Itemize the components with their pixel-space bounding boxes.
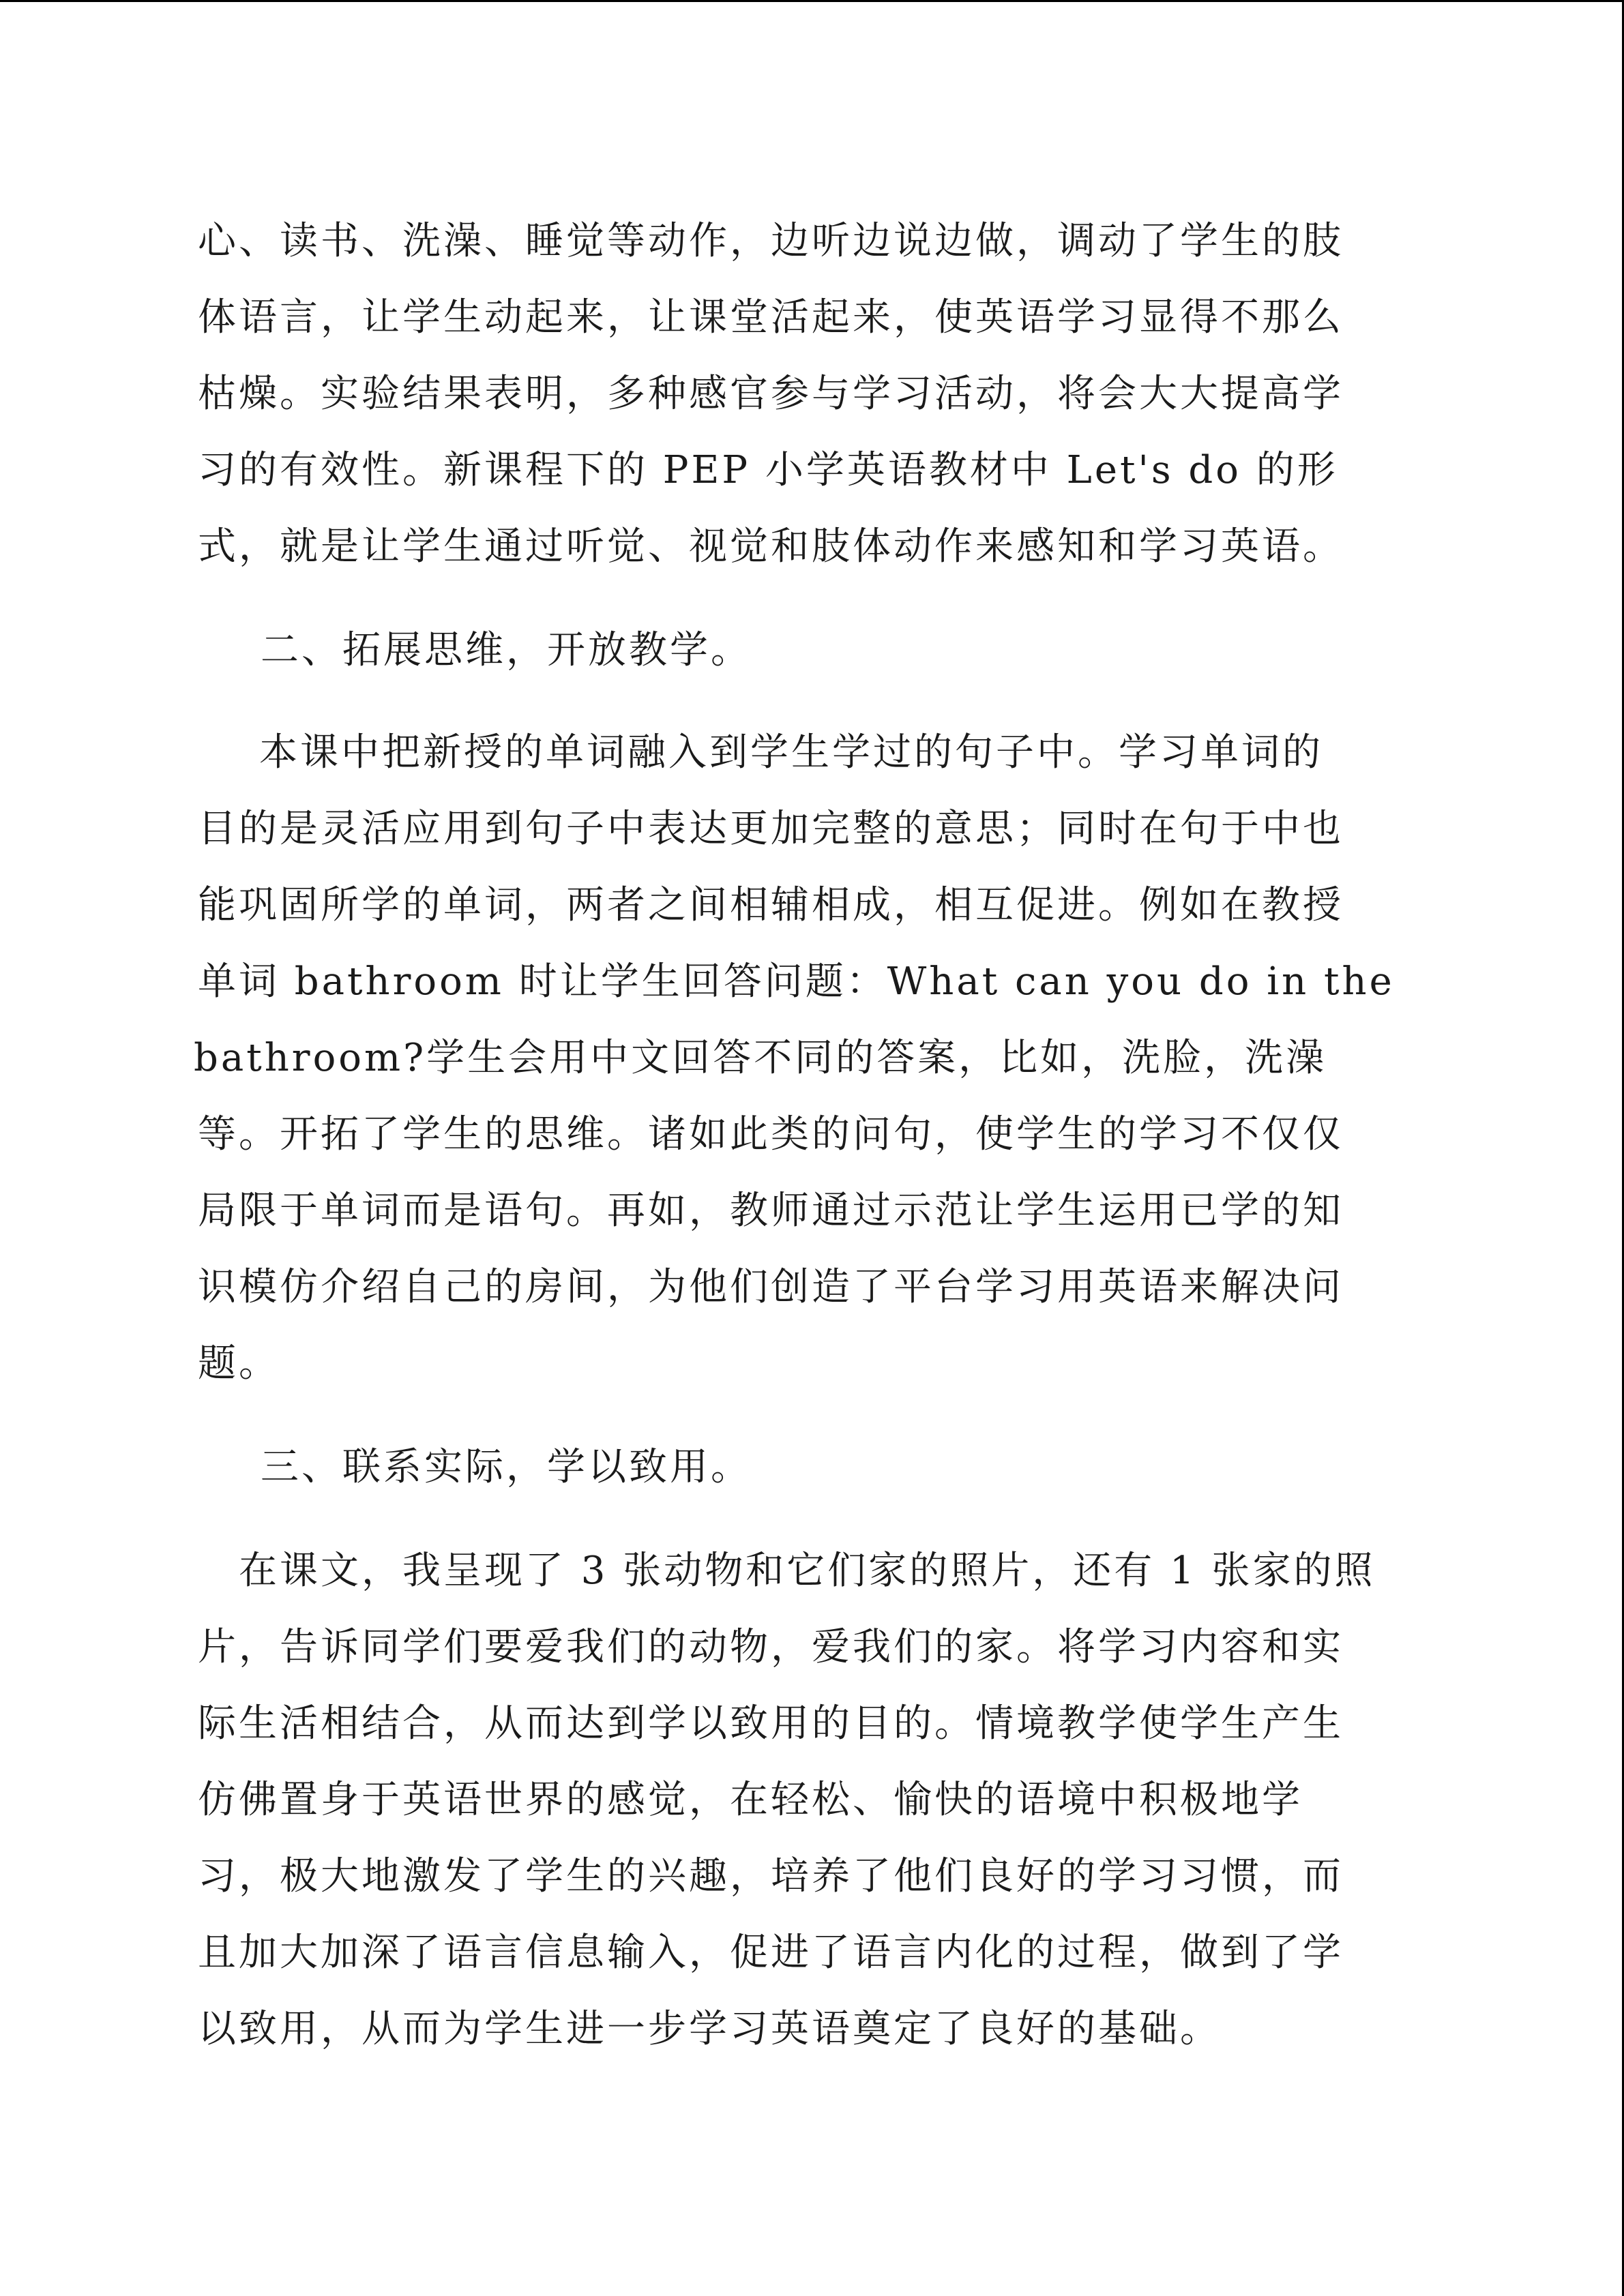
text-line: 心、读书、洗澡、睡觉等动作，边听边说边做，调动了学生的肢 [198, 219, 1344, 263]
text-line: 在课文，我呈现了 3 张动物和它们家的照片，还有 1 张家的照 [239, 1549, 1376, 1593]
text-line: 题。 [198, 1341, 280, 1386]
section-heading-2: 二、拓展思维，开放教学。 [261, 628, 752, 672]
text-line: 且加大加深了语言信息输入，促进了语言内化的过程，做到了学 [198, 1930, 1344, 1975]
text-line: 目的是灵活应用到句子中表达更加完整的意思；同时在句于中也 [198, 807, 1344, 851]
text-line: 识模仿介绍自己的房间，为他们创造了平台学习用英语来解决问 [198, 1265, 1344, 1309]
text-line: 等。开拓了学生的思维。诸如此类的问句，使学生的学习不仅仅 [198, 1112, 1344, 1157]
text-line: 枯燥。实验结果表明，多种感官参与学习活动，将会大大提高学 [198, 372, 1344, 416]
text-line: 能巩固所学的单词，两者之间相辅相成，相互促进。例如在教授 [198, 883, 1344, 927]
text-line: 局限于单词而是语句。再如，教师通过示范让学生运用已学的知 [198, 1189, 1344, 1233]
text-line: 习的有效性。新课程下的 PEP 小学英语教材中 Let's do 的形 [198, 448, 1338, 492]
text-line: 式，就是让学生通过听觉、视觉和肢体动作来感知和学习英语。 [198, 524, 1344, 569]
text-line: 以致用，从而为学生进一步学习英语奠定了良好的基础。 [198, 2007, 1221, 2051]
text-line: 单词 bathroom 时让学生回答问题：What can you do in the [198, 959, 1395, 1004]
text-line: 际生活相结合，从而达到学以致用的目的。情境教学使学生产生 [198, 1701, 1344, 1746]
text-line: 仿佛置身于英语世界的感觉，在轻松、愉快的语境中积极地学 [198, 1778, 1303, 1822]
text-line: bathroom?学生会用中文回答不同的答案，比如，洗脸，洗澡 [194, 1036, 1327, 1080]
text-line: 体语言，让学生动起来，让课堂活起来，使英语学习显得不那么 [198, 295, 1344, 340]
text-line: 习，极大地激发了学生的兴趣，培养了他们良好的学习习惯，而 [198, 1854, 1344, 1898]
text-line: 本课中把新授的单词融入到学生学过的句子中。学习单词的 [259, 730, 1323, 775]
section-heading-3: 三、联系实际，学以致用。 [261, 1445, 752, 1489]
text-line: 片，告诉同学们要爱我们的动物，爱我们的家。将学习内容和实 [198, 1625, 1344, 1669]
